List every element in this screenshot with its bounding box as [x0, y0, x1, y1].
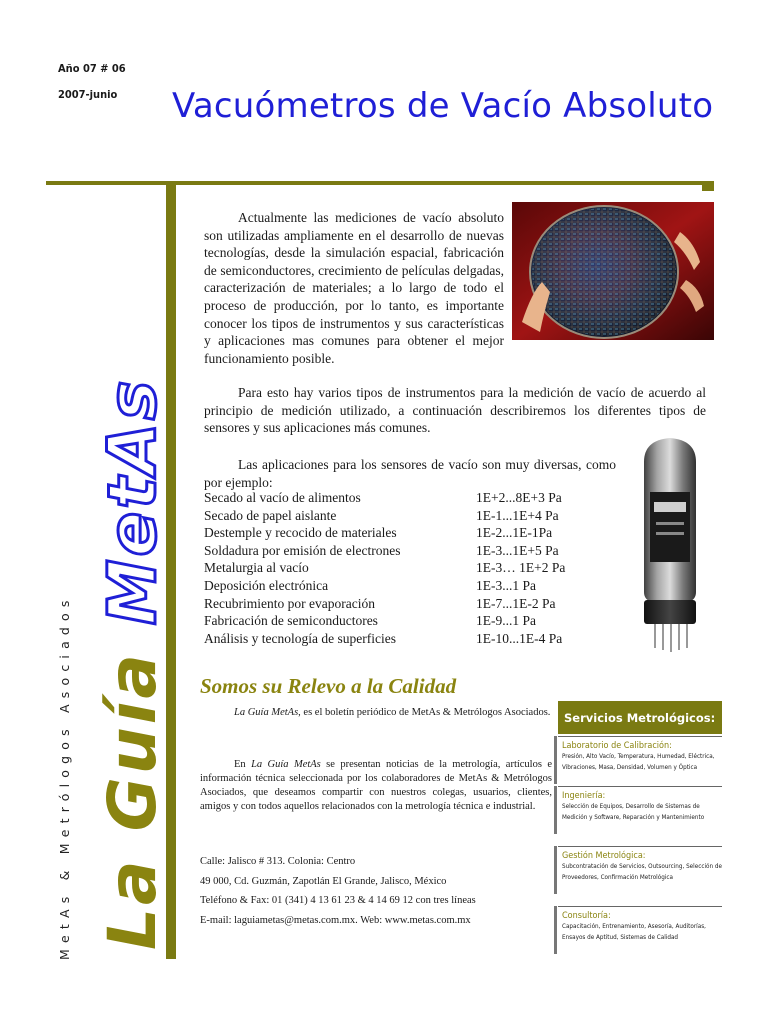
service-title: Ingeniería:	[558, 786, 722, 801]
about-text-2: se presentan noticias de la metrología, artículos e información técnica seleccionada por los colaboradores de MetAs & Metrólogos Asociados, que deseamos compartir con nuestros colegas, usuarios, clientes, amigos y con todos aquellos relacionados con la metrología técnica e industrial.	[200, 759, 552, 812]
service-description: Selección de Equipos, Desarrollo de Sistemas de Medición y Software, Reparación y Mantenimiento	[562, 803, 705, 821]
list-item	[204, 559, 624, 577]
service-divider	[554, 786, 557, 834]
application-range: 1E-9...1 Pa	[476, 613, 536, 629]
service-description: Capacitación, Entrenamiento, Asesoría, Auditorías, Ensayos de Aptitud, Sistemas de Calidad	[562, 923, 706, 941]
newsletter-name: La Guía MetAs	[234, 707, 299, 718]
top-rule	[46, 181, 706, 185]
logo-metas: MetAs	[94, 377, 171, 626]
newsletter-name: La Guía MetAs	[251, 759, 321, 770]
application-name: Destemple y recocido de materiales	[204, 525, 397, 541]
service-divider	[554, 846, 557, 894]
contact-phone: Teléfono & Fax: 01 (341) 4 13 61 23 & 4 14 69 12 con tres líneas	[200, 895, 476, 907]
intro-text-1: Actualmente las mediciones de vacío absoluto son utilizadas ampliamente en el desarrollo de nuevas tecnologías, desde la simulación espacial, fabricación de semiconductores, crecimiento de películas delgadas, caracterización de materiales; a lo largo de todo el proceso de producción, por lo tanto, es importante conocer los tipos de instrumentos y sus características y aplicaciones mas comunes para obtener el mejor funcionamiento posible.	[204, 210, 504, 366]
application-range: 1E-1...1E+4 Pa	[476, 507, 559, 523]
newsletter-logo	[94, 377, 171, 950]
intro-paragraph-3	[204, 456, 616, 491]
list-item	[204, 630, 624, 648]
top-rule-end-block	[702, 181, 714, 191]
intro-text-2: Para esto hay varios tipos de instrumentos para la medición de vacío de acuerdo al principio de medición utilizado, a continuación describiremos los diferentes tipos de sensores y sus aplicaciones más comunes.	[204, 385, 706, 436]
list-item	[204, 612, 624, 630]
service-description: Presión, Alto Vacío, Temperatura, Humedad, Eléctrica, Vibraciones, Masa, Densidad, Volumen y Óptica	[562, 753, 715, 771]
list-item	[204, 542, 624, 560]
vacuum-tube-photo	[626, 432, 714, 660]
application-name: Metalurgia al vacío	[204, 560, 309, 576]
service-divider	[554, 736, 557, 784]
service-item	[558, 736, 722, 773]
application-range: 1E-2...1E-1Pa	[476, 525, 553, 541]
application-name: Soldadura por emisión de electrones	[204, 542, 401, 558]
application-name: Recubrimiento por evaporación	[204, 595, 375, 611]
application-range: 1E-3...1 Pa	[476, 577, 536, 593]
application-name: Análisis y tecnología de superficies	[204, 630, 396, 646]
intro-paragraph-2	[204, 384, 706, 437]
application-name: Secado al vacío de alimentos	[204, 490, 361, 505]
about-paragraph-1	[200, 706, 552, 720]
silicon-wafer-photo	[512, 202, 714, 340]
service-description: Subcontratación de Servicios, Outsourcing, Selección de Proveedores, Confirmación Metrológica	[562, 863, 722, 881]
list-item	[204, 524, 624, 542]
intro-text-3: Las aplicaciones para los sensores de vacío son muy diversas, como por ejemplo:	[204, 457, 616, 490]
page-title: Vacuómetros de Vacío Absoluto	[172, 86, 714, 126]
service-title: Consultoría:	[558, 906, 722, 921]
service-title: Laboratorio de Calibración:	[558, 736, 722, 751]
list-item	[204, 595, 624, 613]
list-item	[204, 507, 624, 525]
list-item	[204, 577, 624, 595]
application-name: Fabricación de semiconductores	[204, 613, 378, 629]
application-range: 1E-3...1E+5 Pa	[476, 542, 559, 558]
list-item	[204, 489, 624, 507]
service-item	[558, 846, 722, 883]
about-text-2-pre: En	[234, 759, 252, 770]
issue-date: 2007-junio	[58, 88, 118, 101]
service-item	[558, 906, 722, 943]
service-item	[558, 786, 722, 823]
service-divider	[554, 906, 557, 954]
applications-list	[204, 489, 624, 647]
application-range: 1E-3… 1E+2 Pa	[476, 560, 566, 576]
publisher-vertical	[56, 594, 74, 960]
application-range: 1E-10...1E-4 Pa	[476, 630, 563, 646]
issue-number: Año 07 # 06	[58, 62, 126, 75]
contact-email-web[interactable]: E-mail: laguiametas@metas.com.mx. Web: www.metas.com.mx	[200, 914, 471, 926]
logo-la-guia: La Guía	[94, 625, 171, 950]
contact-city: 49 000, Cd. Guzmán, Zapotlán El Grande, Jalisco, México	[200, 875, 447, 887]
about-paragraph-2	[200, 758, 552, 814]
application-range: 1E+2...8E+3 Pa	[476, 490, 562, 505]
about-text-1: , es el boletín periódico de MetAs & Metrólogos Asociados.	[298, 707, 551, 718]
application-name: Secado de papel aislante	[204, 507, 337, 523]
publisher-name: MetAs & Metrólogos Asociados	[57, 594, 72, 960]
contact-address: Calle: Jalisco # 313. Colonia: Centro	[200, 856, 356, 867]
contact-block	[200, 852, 552, 930]
intro-paragraph-1	[204, 209, 504, 367]
services-heading: Servicios Metrológicos:	[558, 701, 722, 734]
application-name: Deposición electrónica	[204, 577, 329, 593]
slogan-heading: Somos su Relevo a la Calidad	[200, 674, 457, 698]
service-title: Gestión Metrológica:	[558, 846, 722, 861]
application-range: 1E-7...1E-2 Pa	[476, 595, 556, 611]
